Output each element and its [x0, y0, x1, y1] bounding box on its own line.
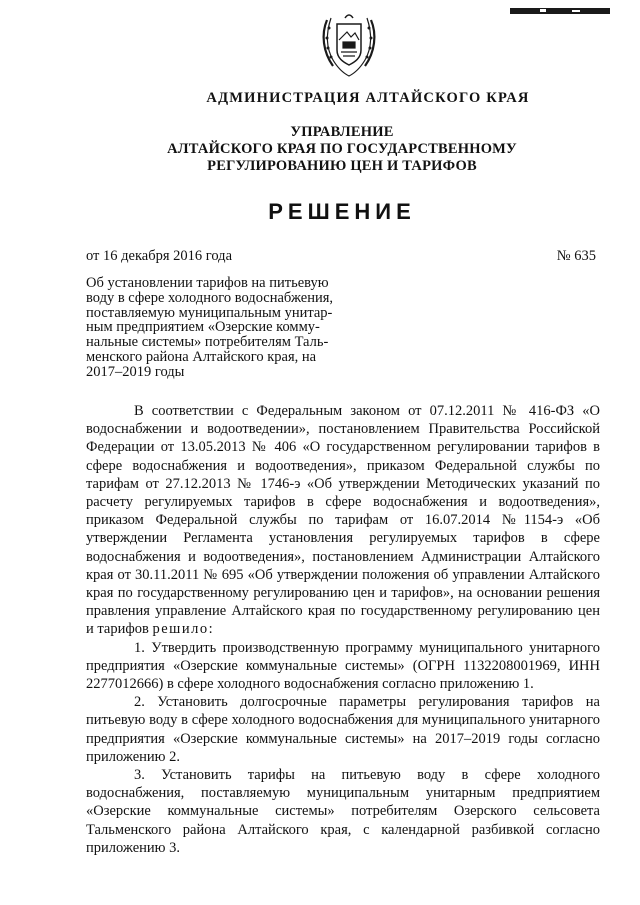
document-subject [86, 276, 362, 380]
preamble-paragraph [86, 402, 600, 639]
subject-line: Об установлении тарифов на питьевую [86, 275, 329, 291]
decision-item-1: 1. Утвердить производственную программу муниципального унитарного предприятия «Озерские коммунальные системы» (ОГРН 1132208001969, ИНН 2277012666) в сфере холодного водоснабжения согласно приложению 1. [86, 639, 600, 693]
scan-mark-icon [510, 8, 610, 14]
resolved-word: решило: [152, 621, 215, 638]
department-line: АЛТАЙСКОГО КРАЯ ПО ГОСУДАРСТВЕННОМУ [167, 141, 517, 157]
preamble-text: В соответствии с Федеральным законом от 07.12.2011 № 416-ФЗ «О водоснабжении и водоотведении», постановлением Правительства Российской Федерации от 13.05.2013 № 406 «О государственном регулировании тарифов в сфере водоснабжения и водоотведения», приказом Федеральной службы по тарифам от 27.12.2013 № 1746-э «Об утверждении Методических указаний по расчету регулируемых тарифов в сфере водоснабжения и водоотведения», приказом Федеральной службы по тарифам от 16.07.2014 №1154-э «Об утверждении Регламента установления регулируемых тарифов в сфере водоснабжения и водоотведения», постановлением Администрации Алтайского края от 30.11.2011 № 695 «Об утверждении положения об управлении Алтайского края по государственному регулированию цен и тарифов», на основании решения правления управление Алтайского края по государственному регулированию цен и тарифов [86, 403, 600, 638]
subject-line: воду в сфере холодного водоснабжения, [86, 289, 334, 306]
department-line: РЕГУЛИРОВАНИЮ ЦЕН И ТАРИФОВ [207, 158, 477, 174]
subject-line: ным предприятием «Озерские комму- [86, 319, 320, 336]
decision-item-3: 3. Установить тарифы на питьевую воду в сфере холодного водоснабжения, поставляемую муниципальным унитарным предприятием «Озерские коммунальные системы» потребителям Озерского сельсовета Тальменского района Алтайского края, с календарной разбивкой согласно приложению 3. [86, 767, 600, 856]
document-date: от 16 декабря 2016 года [86, 248, 232, 264]
coat-of-arms-icon [317, 10, 381, 80]
department-name [22, 124, 640, 175]
administration-title: АДМИНИСТРАЦИЯ АЛТАЙСКОГО КРАЯ [206, 90, 530, 106]
document-body [86, 402, 600, 857]
subject-line: 2017–2019 годы [86, 363, 185, 380]
subject-line: нальные системы» потребителям Таль- [86, 334, 329, 351]
decision-item-2: 2. Установить долгосрочные параметры регулирования тарифов на питьевую воду в сфере холодного водоснабжения для муниципального унитарного предприятия «Озерские коммунальные системы» на 2017–2019 годы согласно приложению 2. [86, 694, 600, 765]
document-number: № 635 [556, 248, 596, 264]
department-line: УПРАВЛЕНИЕ [290, 124, 394, 140]
subject-line: менского района Алтайского края, на [86, 348, 317, 365]
subject-line: поставляемую муниципальным унитар- [86, 304, 333, 321]
document-type-title: РЕШЕНИЕ [268, 199, 416, 224]
